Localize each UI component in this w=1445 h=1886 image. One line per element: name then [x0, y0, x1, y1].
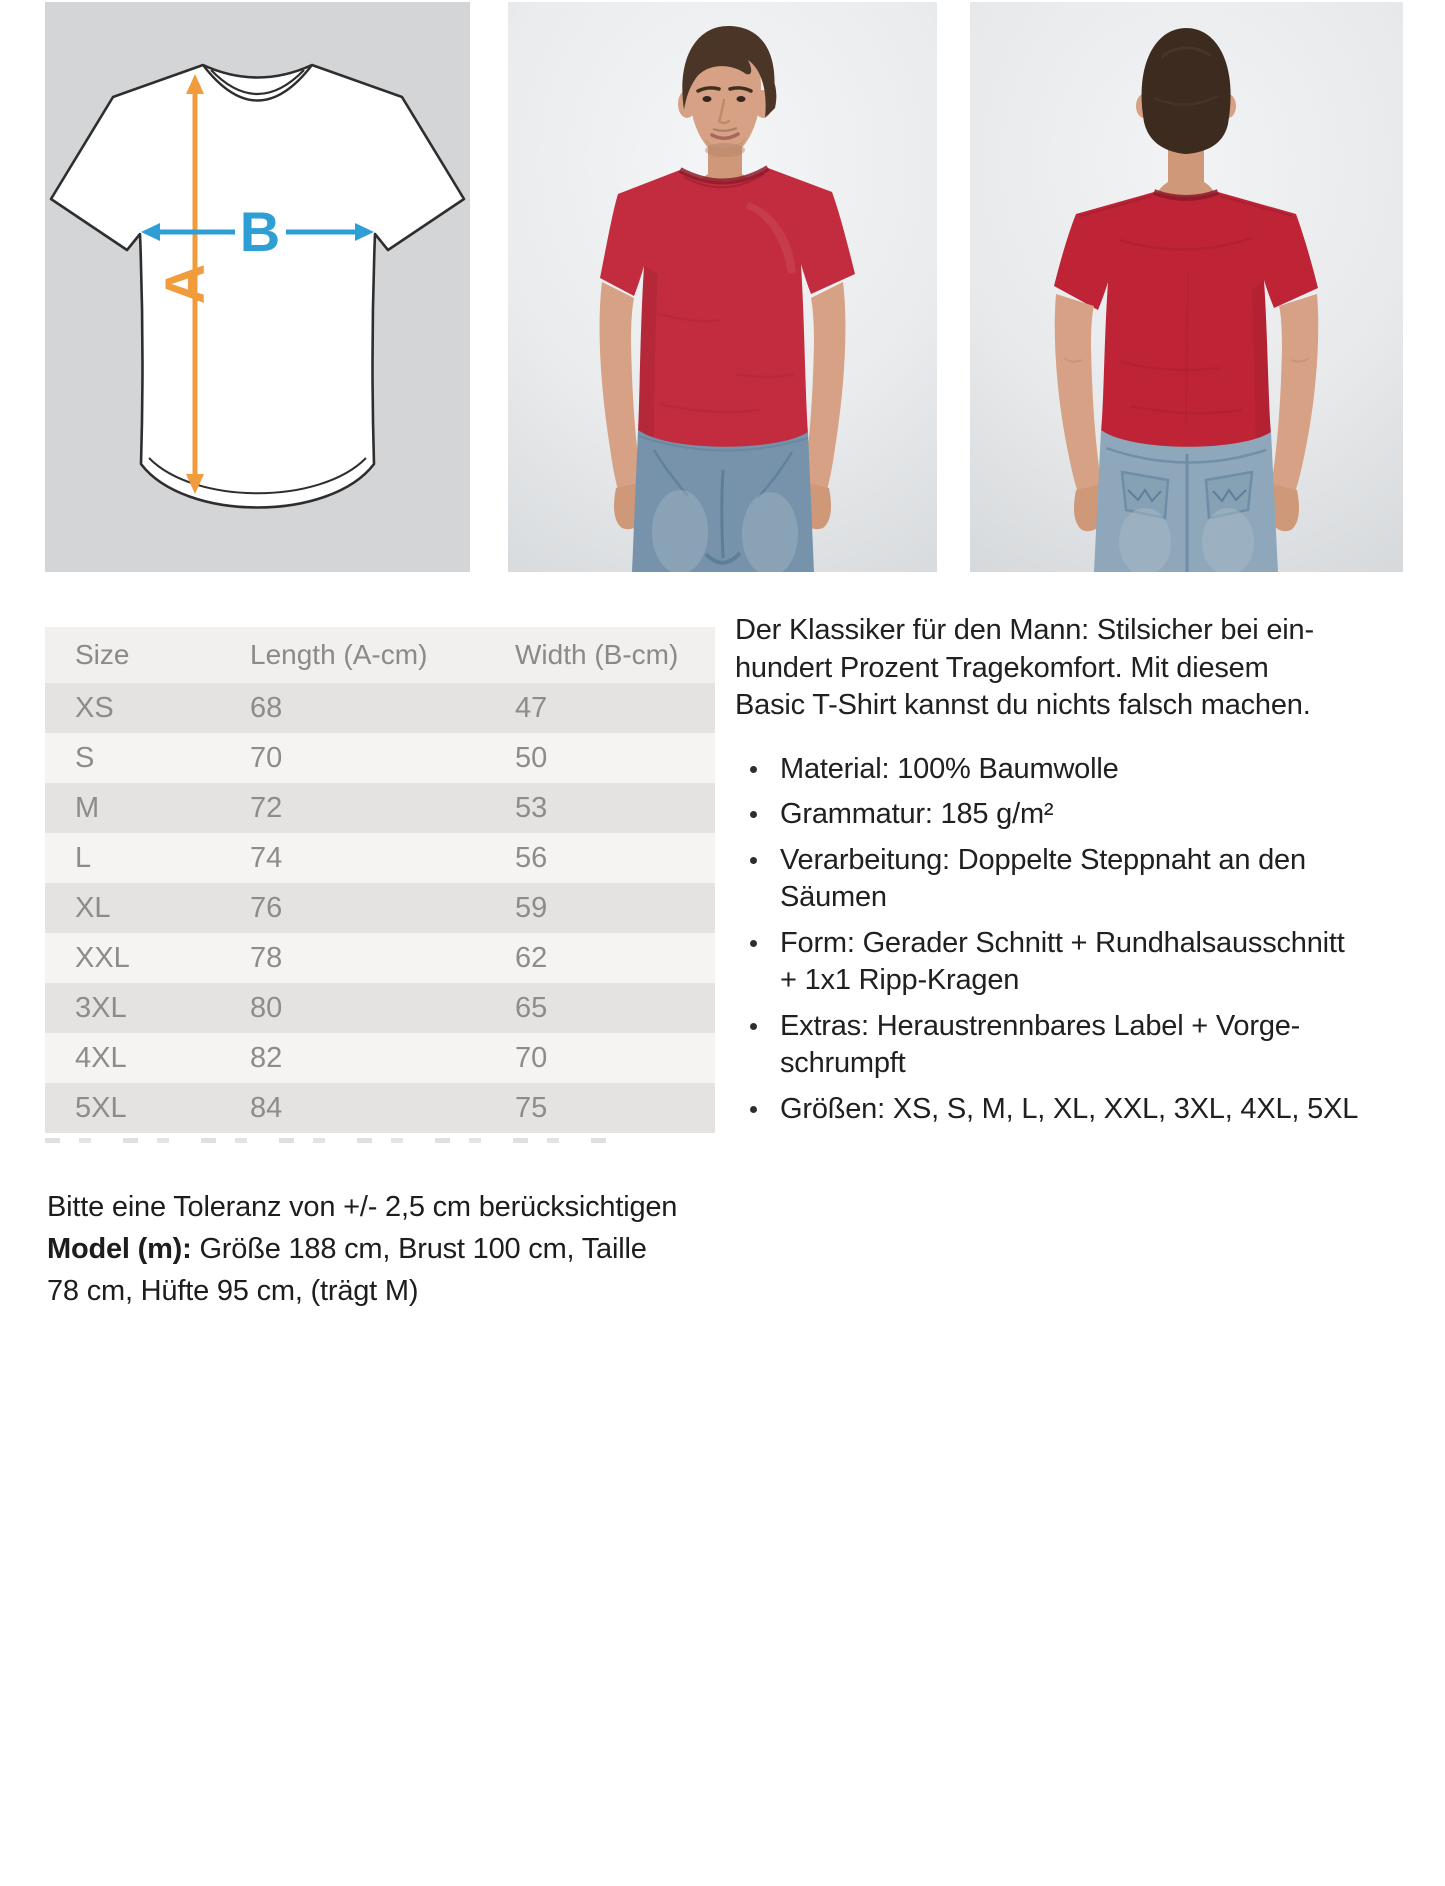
- product-description: [735, 612, 1430, 1136]
- model-info-label: Model (m):: [47, 1233, 192, 1265]
- intro-line: hundert Prozent Tragekomfort. Mit diesem: [735, 651, 1269, 684]
- cell-length: 74: [250, 842, 283, 874]
- feature-line: Form: Gerader Schnitt + Rundhalsausschnitt: [780, 926, 1345, 959]
- feature-line: + 1x1 Ripp-Kragen: [780, 964, 1020, 996]
- cell-size: XXL: [75, 942, 130, 974]
- cell-size: S: [75, 742, 95, 774]
- table-row: [45, 733, 715, 783]
- feature-line: Säumen: [780, 881, 887, 913]
- measure-label-a: A: [153, 263, 216, 305]
- table-row: [45, 683, 715, 733]
- cell-size: M: [75, 792, 100, 824]
- cell-width: 56: [515, 842, 548, 874]
- cell-length: 76: [250, 892, 283, 924]
- cell-width: 47: [515, 692, 548, 724]
- feature-line: Größen: XS, S, M, L, XL, XXL, 3XL, 4XL, 5XL: [780, 1092, 1359, 1125]
- cell-width: 59: [515, 892, 548, 924]
- tolerance-note: Bitte eine Toleranz von +/- 2,5 cm berücksichtigen: [47, 1191, 678, 1223]
- feature-line: Extras: Heraustrennbares Label + Vorge-: [780, 1009, 1301, 1042]
- cell-length: 82: [250, 1042, 283, 1074]
- cell-width: 75: [515, 1092, 548, 1124]
- table-row: [45, 933, 715, 983]
- model-info: [47, 1228, 792, 1270]
- feature-item-verarbeitung: [735, 842, 1430, 917]
- arm-left: [600, 282, 642, 490]
- table-row: [45, 1083, 715, 1133]
- column-header-size: Size: [75, 639, 130, 670]
- eye-right: [737, 96, 746, 102]
- table-row: [45, 883, 715, 933]
- table-row: [45, 1033, 715, 1083]
- feature-line: Grammatur: 185 g/m²: [780, 798, 1054, 830]
- jeans-fly: [722, 470, 723, 558]
- feature-item-groessen: [735, 1091, 1430, 1129]
- cell-size: XL: [75, 892, 111, 924]
- model-info-line2: 78 cm, Hüfte 95 cm, (trägt M): [47, 1275, 419, 1307]
- feature-list: [735, 751, 1430, 1129]
- table-row: [45, 983, 715, 1033]
- eye-left: [703, 96, 712, 102]
- description-intro: [735, 612, 1430, 725]
- intro-line: Basic T-Shirt kannst du nichts falsch machen.: [735, 689, 1311, 721]
- cell-size: 3XL: [75, 992, 127, 1024]
- size-table-header: [45, 627, 715, 683]
- tshirt-outline: [51, 65, 464, 508]
- model-info-line1: Größe 188 cm, Brust 100 cm, Taille: [191, 1233, 647, 1265]
- cell-length: 72: [250, 792, 283, 824]
- feature-item-form: [735, 925, 1430, 1000]
- cell-width: 62: [515, 942, 548, 974]
- clipped-row-fragment: [45, 1138, 620, 1143]
- neck-shadow: [705, 143, 745, 157]
- size-diagram-drawing: [45, 2, 470, 572]
- size-diagram-image: [45, 2, 470, 572]
- model-back-figure: [970, 2, 1403, 572]
- arm-left: [1055, 294, 1102, 492]
- cell-width: 53: [515, 792, 548, 824]
- model-front-figure: [508, 2, 937, 572]
- feature-item-grammatur: [735, 796, 1430, 834]
- cell-width: 65: [515, 992, 548, 1024]
- cell-width: 50: [515, 742, 548, 774]
- table-row: [45, 783, 715, 833]
- arm-right: [1271, 294, 1318, 492]
- measurement-notes: [47, 1186, 792, 1312]
- feature-item-extras: [735, 1008, 1430, 1083]
- cell-length: 80: [250, 992, 283, 1024]
- intro-line: Der Klassiker für den Mann: Stilsicher bei ein-: [735, 614, 1314, 646]
- feature-line: Verarbeitung: Doppelte Steppnaht an den: [780, 843, 1306, 876]
- cell-length: 68: [250, 692, 283, 724]
- column-header-length: Length (A-cm): [250, 639, 428, 670]
- feature-line: schrumpft: [780, 1047, 906, 1079]
- jeans-fade-left: [652, 490, 708, 572]
- cell-size: 4XL: [75, 1042, 127, 1074]
- cell-size: XS: [75, 692, 114, 724]
- model-back-photo: [970, 2, 1403, 572]
- cell-length: 70: [250, 742, 283, 774]
- feature-line: Material: 100% Baumwolle: [780, 752, 1119, 785]
- column-header-width: Width (B-cm): [515, 639, 679, 670]
- measure-label-b: B: [239, 200, 281, 263]
- cell-size: 5XL: [75, 1092, 127, 1124]
- table-row: [45, 833, 715, 883]
- model-front-photo: [508, 2, 937, 572]
- size-table: [45, 627, 715, 1133]
- arm-right: [803, 282, 845, 490]
- feature-item-material: [735, 751, 1430, 789]
- cell-size: L: [75, 842, 92, 874]
- cell-length: 78: [250, 942, 283, 974]
- cell-width: 70: [515, 1042, 548, 1074]
- cell-length: 84: [250, 1092, 283, 1124]
